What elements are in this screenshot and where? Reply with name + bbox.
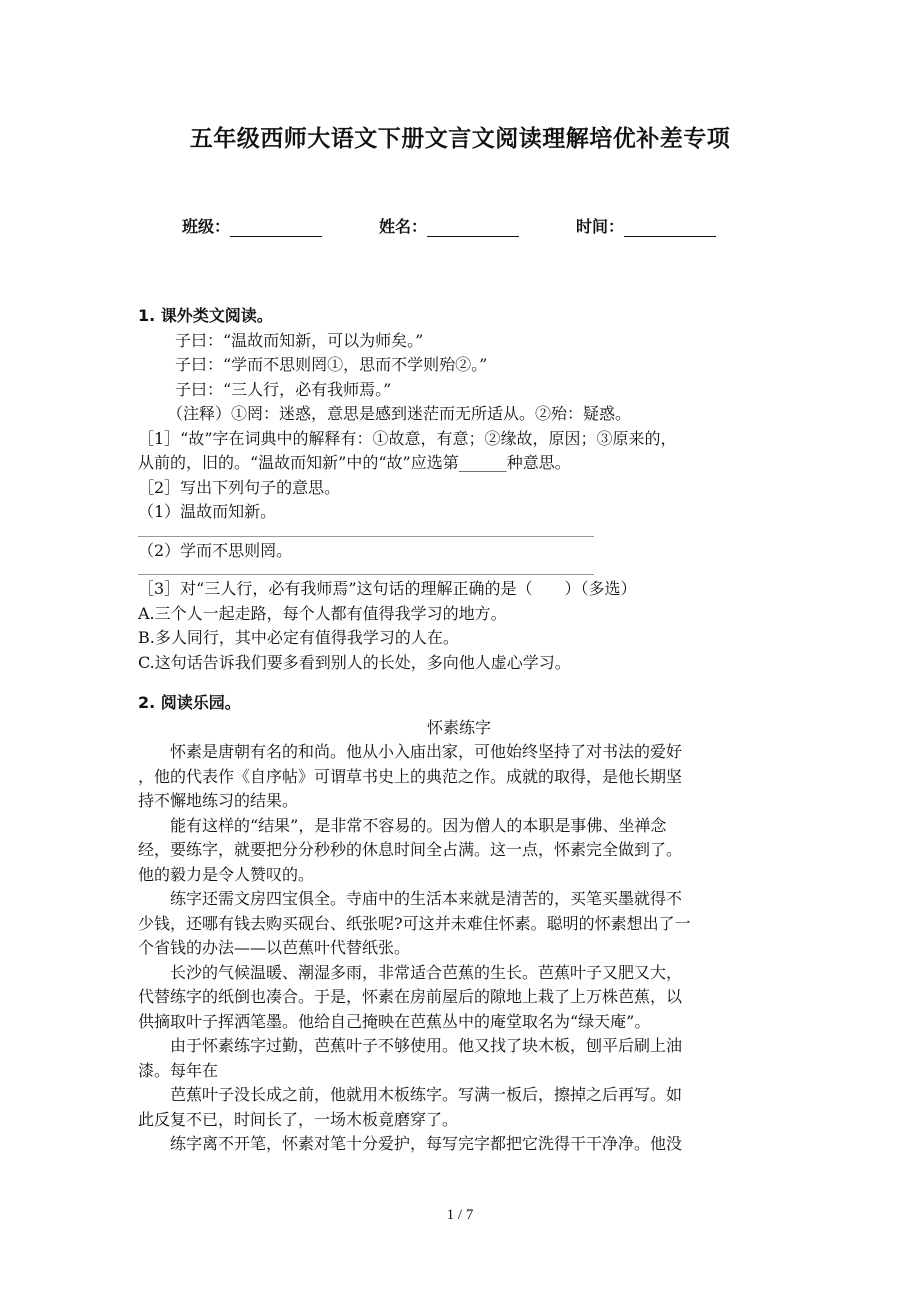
- answer-line: [138, 525, 594, 537]
- page-number: 1 / 7: [446, 1207, 474, 1223]
- option-a: A.三个人一起走路，每个人都有值得我学习的地方。: [138, 603, 507, 623]
- story-line: 少钱，还哪有钱去购买砚台、纸张呢?可这并未难住怀素。聪明的怀素想出了一: [138, 913, 691, 933]
- story-line: 漆。每年在: [138, 1060, 219, 1080]
- story-line: 练字还需文房四宝俱全。寺庙中的生活本来就是清苦的，买笔买墨就得不: [138, 889, 683, 908]
- story-line: 芭蕉叶子没长成之前，他就用木板练字。写满一板后，擦掉之后再写。如: [138, 1085, 683, 1104]
- time-label: 时间：: [576, 217, 625, 236]
- q1-sub2-2: （2）学而不思则罔。: [138, 540, 293, 560]
- story-line: 代替练字的纸倒也凑合。于是，怀素在房前屋后的隙地上栽了上万株芭蕉，以: [138, 987, 683, 1006]
- time-blank: [624, 220, 716, 237]
- q1-heading: 1. 课外类文阅读。: [138, 306, 273, 325]
- q1-sub2-1: （1）温故而知新。: [138, 502, 277, 521]
- answer-line: [138, 563, 594, 575]
- q1-quote: 子曰：“温故而知新，可以为师矣。”: [175, 330, 424, 350]
- story-line: 经，要练字，就要把分分秒秒的休息时间全占满。这一点，怀素完全做到了。: [138, 840, 683, 859]
- name-blank: [427, 220, 519, 237]
- story-line: 持不懈地练习的结果。: [138, 791, 299, 810]
- student-info: [182, 214, 716, 237]
- story-line: 此反复不已，时间长了，一场木板竟磨穿了。: [138, 1109, 459, 1129]
- story-text: [138, 740, 780, 1157]
- q1-quote: 子曰：“三人行，必有我师焉。”: [175, 379, 392, 399]
- story-line: 怀素是唐朝有名的和尚。他从小入庙出家，可他始终坚持了对书法的爱好: [138, 742, 683, 761]
- name-label: 姓名：: [379, 217, 428, 236]
- q1-note: （注释）①罔：迷惑，意思是感到迷茫而无所适从。②殆：疑惑。: [167, 404, 632, 423]
- class-label: 班级：: [182, 217, 231, 236]
- q1-sub3: ［3］对“三人行，必有我师焉”这句话的理解正确的是（ ）（多选）: [138, 579, 637, 598]
- story-line: ，他的代表作《自序帖》可谓草书史上的典范之作。成就的取得，是他长期坚: [138, 766, 683, 786]
- story-line: 他的毅力是令人赞叹的。: [138, 864, 315, 884]
- story-line: 练字离不开笔，怀素对笔十分爱护，每写完字都把它洗得干干净净。他没: [138, 1134, 683, 1153]
- q2-heading: 2. 阅读乐园。: [138, 693, 241, 712]
- page-title: 五年级西师大语文下册文言文阅读理解培优补差专项: [189, 126, 731, 152]
- story-line: 供摘取叶子挥洒笔墨。他给自己掩映在芭蕉丛中的庵堂取名为“绿天庵”。: [138, 1011, 651, 1031]
- class-blank: [230, 220, 322, 237]
- story-line: 长沙的气候温暖、潮湿多雨，非常适合芭蕉的生长。芭蕉叶子又肥又大，: [138, 962, 683, 982]
- story-line: 个省钱的办法——以芭蕉叶代替纸张。: [138, 938, 411, 957]
- option-b: B.多人同行，其中必定有值得我学习的人在。: [138, 628, 459, 647]
- q1-sub1-cont: 从前的，旧的。“温故而知新”中的“故”应选第______种意思。: [138, 453, 571, 472]
- q1-quote: 子曰：“学而不思则罔①，思而不学则殆②。”: [175, 355, 488, 374]
- story-line: 由于怀素练字过勤，芭蕉叶子不够使用。他又找了块木板，刨平后刷上油: [138, 1036, 683, 1055]
- story-line: 能有这样的“结果”，是非常不容易的。因为僧人的本职是事佛、坐禅念: [138, 815, 667, 835]
- option-c: C.这句话告诉我们要多看到别人的长处，多向他人虚心学习。: [138, 652, 571, 672]
- q1-sub1: ［1］“故”字在词典中的解释有：①故意，有意；②缘故，原因；③原来的，: [138, 428, 677, 448]
- content: [138, 304, 780, 1157]
- story-title: 怀素练字: [426, 717, 491, 737]
- q1-sub2: ［2］写出下列句子的意思。: [138, 477, 341, 497]
